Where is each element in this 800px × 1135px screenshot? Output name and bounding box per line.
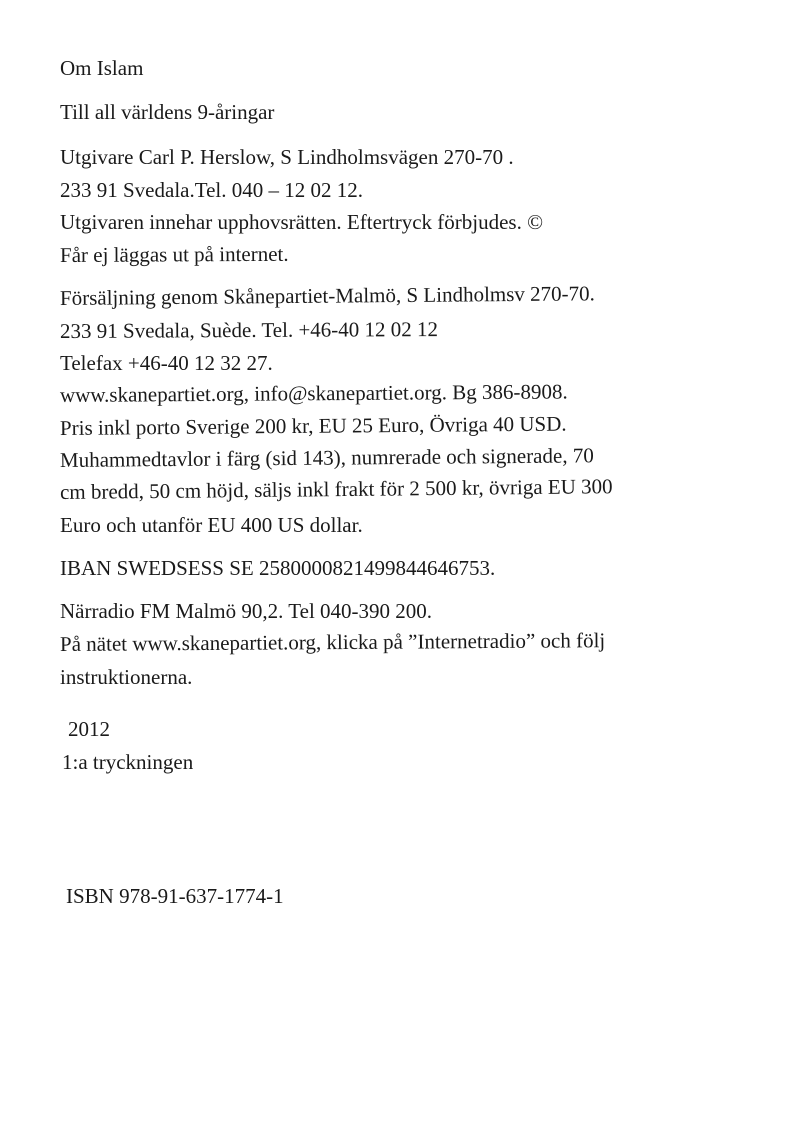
publisher-line: 233 91 Svedala.Tel. 040 – 12 02 12. [60,178,363,202]
artwork-offer-line: cm bredd, 50 cm höjd, säljs inkl frakt för 2 500 kr, övriga EU 300 [59,474,613,504]
artwork-offer-line: Euro och utanför EU 400 US dollar. [60,513,363,537]
radio-line: På nätet www.skanepartiet.org, klicka på ”Internetradio” och följ [59,628,606,656]
publisher-line: Utgivare Carl P. Herslow, S Lindholmsvägen 270-70 . [60,145,514,169]
artwork-offer-line: Muhammedtavlor i färg (sid 143), numrerade och signerade, 70 [59,443,594,472]
sales-line: Försäljning genom Skånepartiet-Malmö, S Lindholmsv 270-70. [59,281,595,310]
fax-line: Telefax +46-40 12 32 27. [60,351,273,375]
copyright-line: Utgivaren innehar upphovsrätten. Eftertryck förbjudes. © [60,210,544,234]
sales-line: 233 91 Svedala, Suède. Tel. +46-40 12 02 12 [59,317,439,343]
printing-edition: 1:a tryckningen [62,750,194,774]
radio-line: instruktionerna. [60,665,193,689]
edition-year: 2012 [68,717,110,741]
internet-restriction-line: Får ej läggas ut på internet. [59,241,289,267]
radio-line: Närradio FM Malmö 90,2. Tel 040-390 200. [60,599,433,623]
book-title: Om Islam [60,56,144,80]
price-line: Pris inkl porto Sverige 200 kr, EU 25 Euro, Övriga 40 USD. [59,411,567,440]
dedication: Till all världens 9-åringar [60,100,275,124]
web-contact-line: www.skanepartiet.org, info@skanepartiet.org. Bg 386-8908. [59,379,568,407]
isbn-line: ISBN 978-91-637-1774-1 [66,884,284,908]
iban-line: IBAN SWEDSESS SE 2580000821499844646753. [60,556,496,580]
